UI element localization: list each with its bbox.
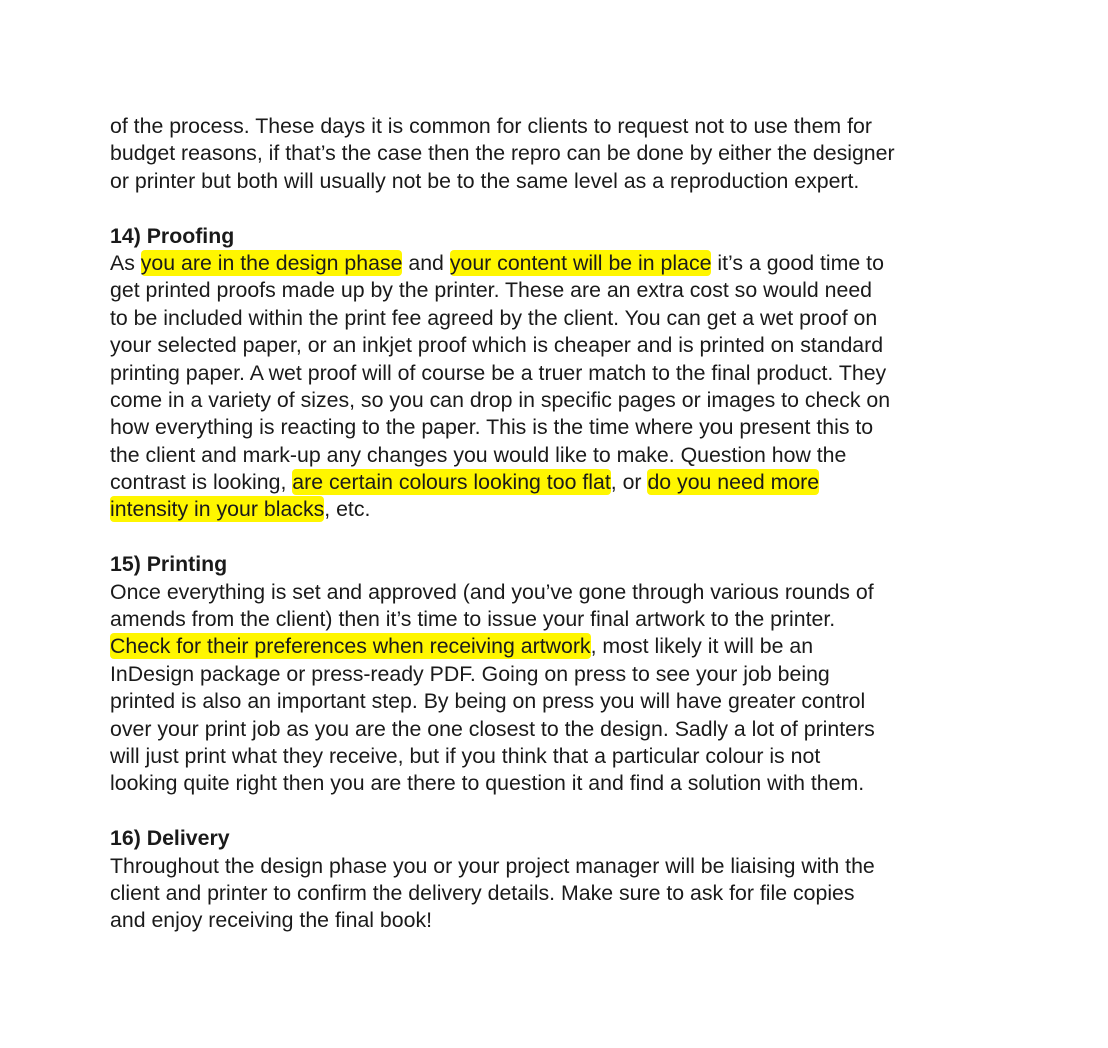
printing-heading: 15) Printing — [110, 552, 228, 577]
proofing-line — [110, 469, 1010, 496]
text-run: and — [402, 250, 450, 275]
highlight: Check for their preferences when receiving artwork — [110, 634, 591, 659]
highlight: intensity in your blacks — [110, 497, 325, 522]
proofing-section — [110, 223, 1010, 524]
document-page — [110, 113, 1010, 935]
paragraph-gap — [110, 195, 1010, 222]
text-run: , or — [610, 470, 648, 495]
highlight: you are in the design phase — [140, 250, 403, 275]
proofing-line: your selected paper, or an inkjet proof which is cheaper and is printed on standard — [110, 333, 884, 358]
intro-paragraph — [110, 113, 1010, 195]
proofing-heading: 14) Proofing — [110, 223, 235, 248]
intro-line: or printer but both will usually not be to the same level as a reproduction expert. — [110, 168, 860, 193]
proofing-line — [110, 250, 1010, 277]
printing-line: amends from the client) then it’s time to issue your final artwork to the printer. — [110, 607, 836, 632]
paragraph-gap — [110, 798, 1010, 825]
highlight: are certain colours looking too flat — [292, 470, 611, 495]
printing-line: InDesign package or press-ready PDF. Going on press to see your job being — [110, 661, 830, 686]
printing-line: looking quite right then you are there to question it and find a solution with them. — [110, 771, 865, 796]
text-run: As — [110, 250, 141, 275]
delivery-line: Throughout the design phase you or your project manager will be liaising with the — [110, 853, 875, 878]
text-run: contrast is looking, — [110, 470, 293, 495]
intro-line: budget reasons, if that’s the case then the repro can be done by either the designer — [110, 141, 895, 166]
delivery-section — [110, 825, 1010, 935]
paragraph-gap — [110, 524, 1010, 551]
printing-section — [110, 551, 1010, 798]
highlight: do you need more — [647, 470, 820, 495]
delivery-line: and enjoy receiving the final book! — [110, 908, 433, 933]
proofing-line — [110, 496, 1010, 523]
delivery-heading: 16) Delivery — [110, 826, 230, 851]
text-run: , most likely it will be an — [590, 634, 814, 659]
text-run: , etc. — [324, 497, 371, 522]
proofing-line: the client and mark-up any changes you would like to make. Question how the — [110, 442, 847, 467]
printing-line: Once everything is set and approved (and you’ve gone through various rounds of — [110, 579, 874, 604]
highlight: your content will be in place — [449, 250, 712, 275]
proofing-line: come in a variety of sizes, so you can drop in specific pages or images to check on — [110, 387, 891, 412]
printing-line: over your print job as you are the one closest to the design. Sadly a lot of printers — [110, 716, 875, 741]
delivery-line: client and printer to confirm the delivery details. Make sure to ask for file copies — [110, 880, 855, 905]
proofing-line: to be included within the print fee agreed by the client. You can get a wet proof on — [110, 305, 878, 330]
printing-line: will just print what they receive, but if you think that a particular colour is not — [110, 743, 821, 768]
proofing-line: printing paper. A wet proof will of course be a truer match to the final product. They — [110, 360, 887, 385]
proofing-line: how everything is reacting to the paper. This is the time where you present this to — [110, 415, 874, 440]
text-run: it’s a good time to — [711, 250, 884, 275]
printing-line — [110, 633, 1010, 660]
printing-line: printed is also an important step. By being on press you will have greater control — [110, 689, 866, 714]
proofing-line: get printed proofs made up by the printer. These are an extra cost so would need — [110, 278, 873, 303]
intro-line: of the process. These days it is common for clients to request not to use them for — [110, 114, 872, 138]
